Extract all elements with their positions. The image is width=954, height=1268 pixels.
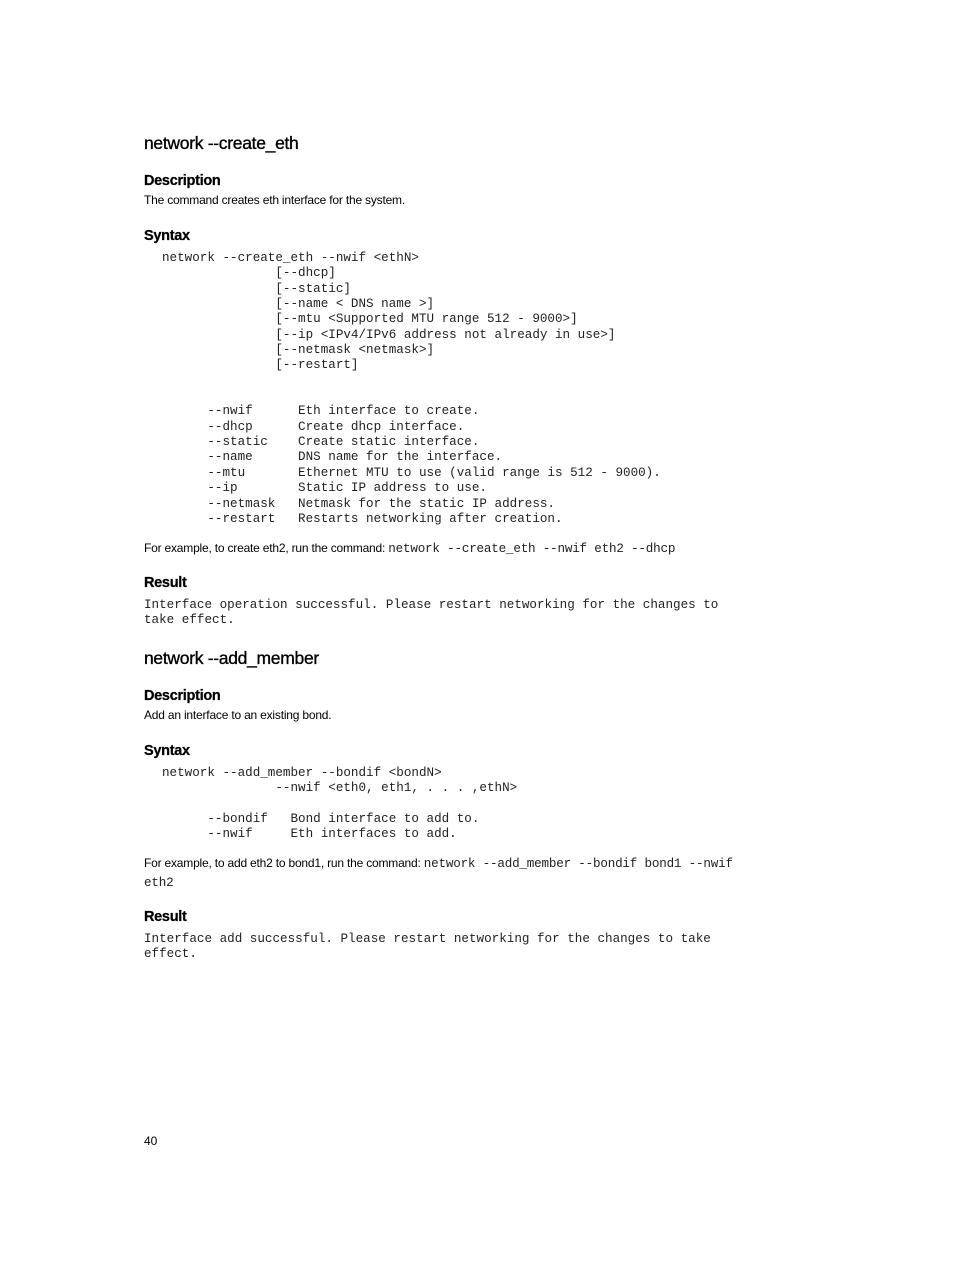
syntax-heading: Syntax bbox=[144, 743, 190, 759]
example-paragraph bbox=[144, 539, 824, 558]
section-title-add-member: network --add_member bbox=[144, 648, 319, 668]
description-heading: Description bbox=[144, 173, 221, 189]
description-text: Add an interface to an existing bond. bbox=[144, 708, 332, 722]
example-text: For example, to add eth2 to bond1, run the command: bbox=[144, 856, 424, 870]
example-text: For example, to create eth2, run the command: bbox=[144, 541, 389, 555]
page-number: 40 bbox=[144, 1134, 158, 1148]
result-code-block: Interface operation successful. Please restart networking for the changes to take effect. bbox=[144, 598, 719, 628]
section-title-create-eth: network --create_eth bbox=[144, 133, 299, 153]
syntax-code-block: network --create_eth --nwif <ethN> [--dhcp] [--static] [--name < DNS name >] [--mtu <Supported MTU range 512 - 9000>] [--ip <IPv4/IPv6 address not already in use>] [--netmask <netmask>] [--restart] --nwif Eth interface to create. --dhcp Create dhcp interface. --static Create static interface. --name DNS name for the interface. --mtu Ethernet MTU to use (valid range is 512 - 9000). --ip Static IP address to use. --netmask Netmask for the static IP address. --restart Restarts networking after creation. bbox=[162, 251, 661, 526]
example-command: network --create_eth --nwif eth2 --dhcp bbox=[388, 542, 676, 556]
syntax-heading: Syntax bbox=[144, 228, 190, 244]
description-heading: Description bbox=[144, 688, 221, 704]
result-code-block: Interface add successful. Please restart networking for the changes to take effect. bbox=[144, 932, 711, 962]
syntax-code-block: network --add_member --bondif <bondN> --nwif <eth0, eth1, . . . ,ethN> --bondif Bond interface to add to. --nwif Eth interfaces to add. bbox=[162, 766, 518, 842]
result-heading: Result bbox=[144, 575, 187, 591]
result-heading: Result bbox=[144, 909, 187, 925]
example-command: network --add_member --bondif bond1 --nwif eth2 bbox=[144, 857, 733, 890]
example-paragraph bbox=[144, 854, 824, 892]
description-text: The command creates eth interface for the system. bbox=[144, 193, 405, 207]
